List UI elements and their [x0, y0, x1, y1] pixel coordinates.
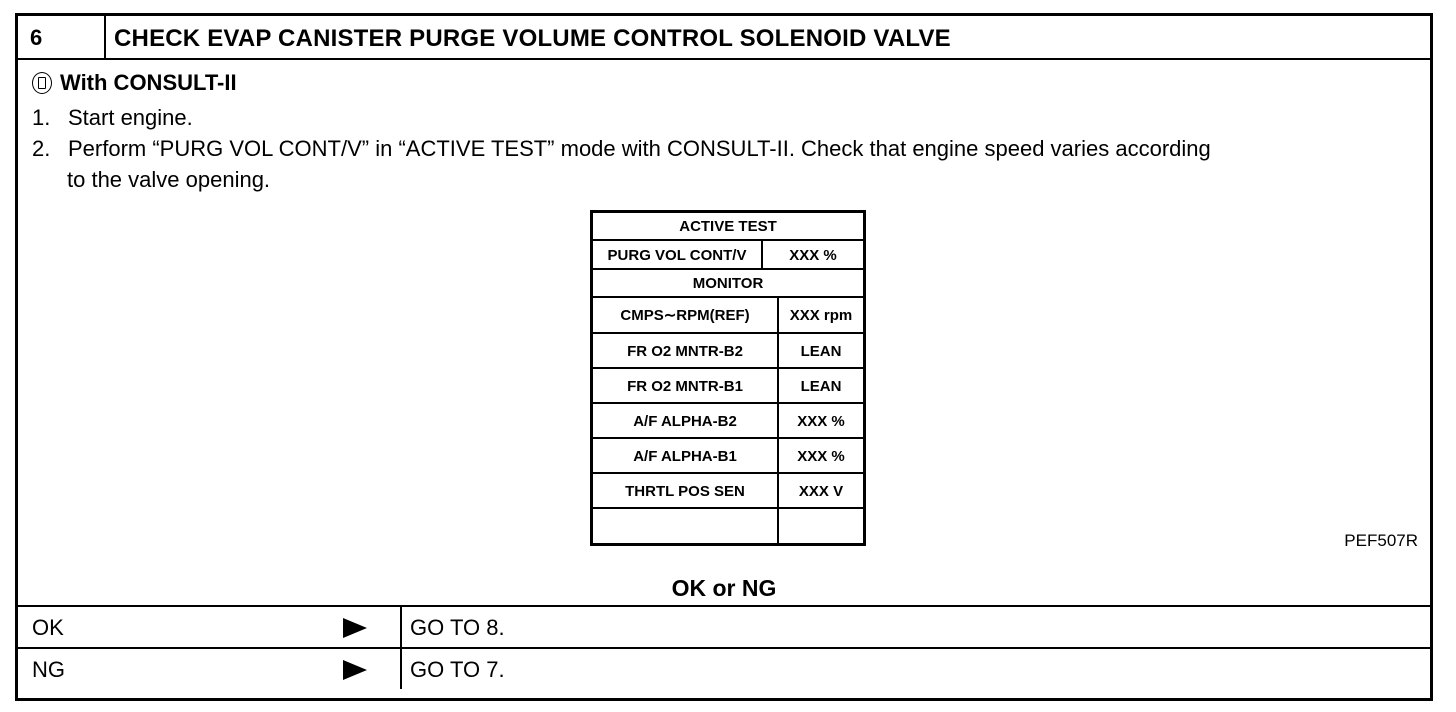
step-header	[18, 16, 1430, 60]
column-divider	[400, 607, 402, 647]
monitor-item-name: FR O2 MNTR-B1	[593, 369, 779, 402]
monitor-title: MONITOR	[692, 275, 764, 292]
monitor-item-value: LEAN	[800, 378, 842, 395]
result-label: NG	[32, 657, 65, 682]
test-item-name: PURG VOL CONT/V	[593, 241, 763, 268]
monitor-item-name: THRTL POS SEN	[593, 474, 779, 507]
monitor-item-value: XXX %	[797, 448, 845, 465]
monitor-item-name: A/F ALPHA-B2	[593, 404, 779, 437]
right-arrow-icon	[343, 660, 367, 680]
active-test-title: ACTIVE TEST	[679, 218, 777, 235]
monitor-item-value	[779, 509, 863, 543]
consult-ii-icon	[32, 72, 52, 94]
step-number: 6	[18, 16, 106, 58]
instruction-text: Start engine.	[68, 105, 193, 130]
monitor-row-empty	[593, 509, 863, 543]
monitor-item-name: FR O2 MNTR-B2	[593, 334, 779, 367]
monitor-item-name	[593, 509, 779, 543]
instruction-step-2-continuation: to the valve opening.	[67, 167, 271, 192]
monitor-row	[593, 439, 863, 474]
monitor-item-name: CMPS∼RPM(REF)	[593, 298, 779, 332]
instruction-step-2	[32, 133, 1211, 164]
step-body	[18, 60, 1430, 605]
test-item-row	[593, 241, 863, 270]
result-prompt: OK or NG	[671, 575, 777, 601]
result-row-ok	[18, 605, 1430, 647]
active-test-table	[590, 210, 866, 546]
step-title: CHECK EVAP CANISTER PURGE VOLUME CONTROL SOLENOID VALVE	[114, 25, 951, 52]
instruction-step-1	[32, 102, 193, 133]
active-test-title-row	[593, 213, 863, 241]
monitor-item-value: XXX V	[798, 483, 844, 500]
instruction-text: Perform “PURG VOL CONT/V” in “ACTIVE TEST” mode with CONSULT-II. Check that engine speed varies according	[68, 136, 1211, 161]
monitor-item-name: A/F ALPHA-B1	[593, 439, 779, 472]
test-item-value: XXX %	[789, 247, 837, 264]
figure-code: PEF507R	[1344, 531, 1418, 550]
instruction-number: 1.	[32, 105, 51, 130]
instruction-number: 2.	[32, 136, 51, 161]
monitor-item-value: LEAN	[800, 343, 842, 360]
monitor-item-value: XXX %	[797, 413, 845, 430]
procedure-step-frame	[15, 13, 1433, 701]
monitor-row	[593, 404, 863, 439]
monitor-row	[593, 369, 863, 404]
consult-heading	[32, 70, 237, 96]
monitor-title-row	[593, 270, 863, 298]
column-divider	[400, 649, 402, 689]
consult-label: With CONSULT-II	[60, 70, 237, 95]
monitor-row	[593, 298, 863, 334]
result-action: GO TO 7.	[410, 657, 505, 682]
monitor-row	[593, 334, 863, 369]
monitor-row	[593, 474, 863, 509]
result-action: GO TO 8.	[410, 615, 505, 640]
result-row-ng	[18, 647, 1430, 689]
monitor-item-value: XXX rpm	[789, 307, 853, 324]
right-arrow-icon	[343, 618, 367, 638]
result-label: OK	[32, 615, 64, 640]
